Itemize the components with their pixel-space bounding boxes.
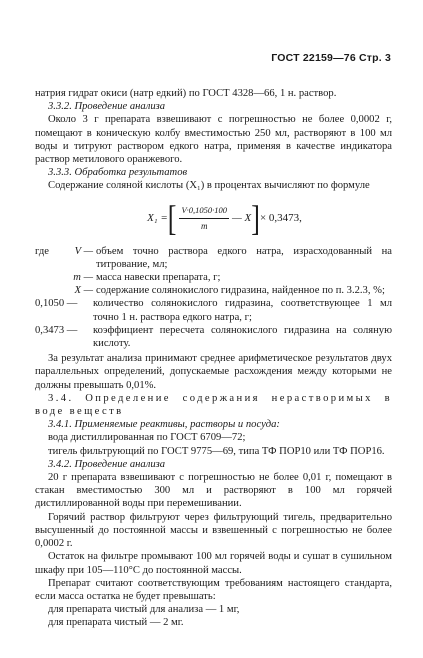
paragraph: 20 г препарата взвешивают с погрешностью не более 0,01 г, помещают в стакан вместимостью 300 мл и растворяют в 100 мл горячей дистиллированной воды при перемешивании. xyxy=(35,472,392,510)
section-heading: 3.4.2. Проведение анализа xyxy=(48,458,166,470)
definition-text: содержание солянокислого гидразина, найденное по п. 3.2.3, %; xyxy=(96,285,385,297)
bracket-open: [ xyxy=(167,197,177,239)
paragraph: натрия гидрат окиси (натр едкий) по ГОСТ 4328—66, 1 н. раствор. xyxy=(35,88,337,99)
definition-row xyxy=(35,245,392,271)
definition-text: коэффициент пересчета солянокислого гидразина на соляную кислоту. xyxy=(93,324,392,350)
page-header: ГОСТ 22159—76 Стр. 3 xyxy=(271,52,391,64)
paragraph: Препарат считают соответствующим требованиям настоящего стандарта, если масса остатка не будет превышать: xyxy=(35,577,392,602)
definition-symbol: 0,3473 — xyxy=(35,324,78,336)
definition-text: количество солянокислого гидразина, соответствующее 1 мл точно 1 н. раствора едкого натра, г; xyxy=(93,298,392,323)
formula-tail: × 0,3473, xyxy=(259,212,302,225)
definition-symbol: m — xyxy=(73,272,93,284)
definitions xyxy=(35,245,392,351)
formula-minus-x: — X xyxy=(232,212,252,225)
definition-symbol: X — xyxy=(74,285,93,297)
formula-lhs: X₁ = xyxy=(147,212,168,225)
definition-row xyxy=(35,284,392,297)
formula-denominator: m xyxy=(200,221,208,232)
definition-row xyxy=(35,297,392,323)
formula-numerator: V·0,1050·100 xyxy=(179,204,229,219)
definition-text: объем точно раствора едкого натра, израсходованный на титрование, мл; xyxy=(96,245,392,270)
paragraph: Содержание соляной кислоты (X₁) в процентах вычисляют по формуле xyxy=(48,180,370,192)
paragraph: Горячий раствор фильтруют через фильтрующий тигель, предварительно высушенный до постоянной массы и взвешенный с погрешностью не более 0,0002 г. xyxy=(35,511,392,550)
definition-row xyxy=(35,271,392,284)
paragraph: тигель фильтрующий по ГОСТ 9775—69, типа ТФ ПОР10 или ТФ ПОР16. xyxy=(48,445,385,457)
definition-text: масса навески препарата, г; xyxy=(96,272,221,284)
paragraph: вода дистиллированная по ГОСТ 6709—72; xyxy=(48,432,246,444)
document-body xyxy=(35,87,392,630)
paragraph: За результат анализа принимают среднее арифметическое результатов двух параллельных определений, допускаемые расхождения между которыми не должны превышать 0,01%. xyxy=(35,353,392,391)
list-item: для препарата чистый для анализа — 1 мг, xyxy=(48,604,240,616)
list-item: для препарата чистый — 2 мг. xyxy=(48,617,184,629)
formula xyxy=(57,198,392,240)
definition-row xyxy=(35,324,392,350)
section-heading: 3.3.2. Проведение анализа xyxy=(48,101,166,113)
section-heading: 3.3.3. Обработка результатов xyxy=(48,167,188,179)
paragraph: Около 3 г препарата взвешивают с погрешностью не более 0,0002 г, помещают в коническую колбу вместимостью 250 мл, растворяют в 100 мл воды и титруют раствором едкого натра, применяя в качестве индикатора раствор метилового оранжевого. xyxy=(35,114,392,166)
formula-fraction xyxy=(179,204,229,233)
section-heading: 3.4. Определение содержания нерастворимых в воде веществ xyxy=(35,392,392,418)
paragraph: Остаток на фильтре промывают 100 мл горячей воды и сушат в сушильном шкафу при 105—110°С до постоянной массы. xyxy=(35,551,392,576)
definition-symbol: V — xyxy=(74,245,93,257)
definition-lead: где xyxy=(35,245,49,257)
definition-symbol: 0,1050 — xyxy=(35,298,78,310)
section-heading: 3.4.1. Применяемые реактивы, растворы и посуда: xyxy=(48,419,280,431)
bracket-close: ] xyxy=(251,197,260,239)
